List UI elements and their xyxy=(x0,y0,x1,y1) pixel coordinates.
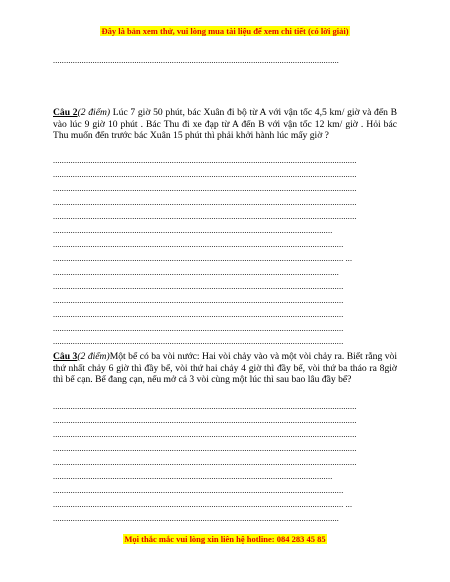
question-2 xyxy=(53,107,397,142)
preview-notice-text: Đây là bản xem thử, vui lòng mua tài liệu để xem chi tiết (có lời giải) xyxy=(101,26,349,36)
answer-line: .......................................................................................................................................... xyxy=(53,184,357,193)
question-3-points: (2 điểm) xyxy=(77,351,110,362)
question-3-label: Câu 3 xyxy=(53,351,78,362)
preview-notice-banner xyxy=(0,26,450,37)
answer-line: .................................................................................................................................. xyxy=(53,56,339,65)
answer-line: .................................................................................................................................... xyxy=(53,282,344,291)
answer-line: .......................................................................................................................................... xyxy=(53,402,357,411)
question-2-points: (2 điểm) xyxy=(77,107,111,118)
answer-line: .................................................................................................................................... xyxy=(53,240,344,249)
answer-line: .................................................................................................................................... xyxy=(53,310,344,319)
answer-line: .................................................................................................................................... xyxy=(53,324,344,333)
answer-line: .......................................................................................................................................... xyxy=(53,156,357,165)
hotline-banner xyxy=(0,534,450,545)
answer-line: .......................................................................................................................................... xyxy=(53,170,357,179)
answer-line: .................................................................................................................................. xyxy=(53,268,339,277)
answer-line: .......................................................................................................................................... xyxy=(53,212,357,221)
answer-line: .................................................................................................................................... ... xyxy=(53,254,353,263)
answer-line: .................................................................................................................................... xyxy=(53,486,344,495)
answer-line: ............................................................................................................................... xyxy=(53,226,333,235)
question-3-text: Một bể có ba vòi nước: Hai vòi chảy vào và một vòi chảy ra. Biết rằng vòi thứ nhất chảy 6 giờ thì đầy bể, vòi thứ hai chảy 4 giờ thì đầy bể, vòi thứ ba tháo ra 8giờ thì bể cạn. Bể đang cạn, nếu mở cả 3 vòi cùng một lúc thì sau bao lâu đầy bể? xyxy=(53,351,397,386)
hotline-text: Mọi thắc mắc vui lòng xin liên hệ hotline: 084 283 45 85 xyxy=(124,534,326,544)
answer-line: .................................................................................................................................... xyxy=(53,296,344,305)
answer-line: .................................................................................................................................... xyxy=(53,337,344,346)
answer-line: ............................................................................................................................... xyxy=(53,472,333,481)
question-3 xyxy=(53,351,397,386)
answer-line: .................................................................................................................................... ... xyxy=(53,500,353,509)
answer-line: .......................................................................................................................................... xyxy=(53,416,357,425)
question-2-label: Câu 2 xyxy=(53,107,78,118)
answer-line: .......................................................................................................................................... xyxy=(53,198,357,207)
answer-line: .......................................................................................................................................... xyxy=(53,444,357,453)
answer-line: .......................................................................................................................................... xyxy=(53,458,357,467)
question-2-text: Lúc 7 giờ 50 phút, bác Xuân đi bộ từ A với vận tốc 4,5 km/ giờ và đến B vào lúc 9 giờ 10 phút . Bác Thu đi xe đạp từ A đến B với vận tốc 12 km/ giờ . Hỏi bác Thu muốn đến trước bác Xuân 15 phút thì phải khởi hành lúc mấy giờ ? xyxy=(53,107,398,142)
answer-line: .................................................................................................................................. xyxy=(53,514,339,523)
answer-line: .......................................................................................................................................... xyxy=(53,430,357,439)
